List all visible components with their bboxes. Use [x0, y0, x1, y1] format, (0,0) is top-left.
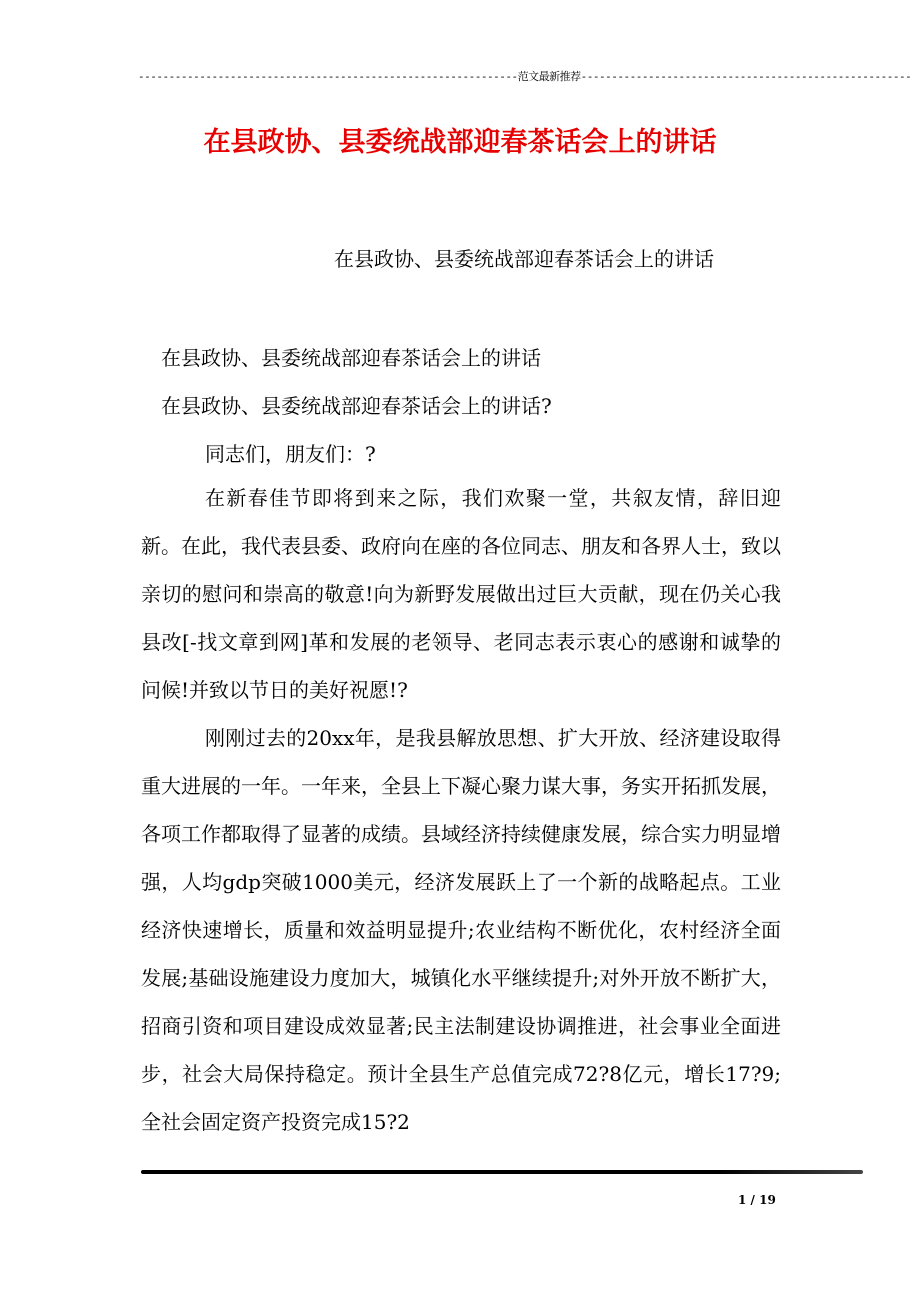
paragraph-2: 刚刚过去的20xx年，是我县解放思想、扩大开放、经济建设取得重大进展的一年。一年来，全县上下凝心聚力谋大事，务实开拓抓发展，各项工作都取得了显著的成绩。县域经济持续健康发展，综合实力明显增强，人均gdp突破1000美元，经济发展跃上了一个新的战略起点。工业经济快速增长，质量和效益明显提升;农业结构不断优化，农村经济全面发展;基础设施建设力度加大，城镇化水平继续提升;对外开放不断扩大，招商引资和项目建设成效显著;民主法制建设协调推进，社会事业全面进步，社会大局保持稳定。预计全县生产总值完成72?8亿元，增长17?9;全社会固定资产投资完成15?2: [141, 726, 781, 1134]
page-number: 1 / 19: [738, 1193, 776, 1207]
paragraph-1: 在新春佳节即将到来之际，我们欢聚一堂，共叙友情，辞旧迎新。在此，我代表县委、政府向在座的各位同志、朋友和各界人士，致以亲切的慰问和崇高的敬意!向为新野发展做出过巨大贡献，现在仍关心我县改[-找文章到网]革和发展的老领导、老同志表示衷心的感谢和诚挚的问候!并致以节日的美好祝愿!?: [141, 486, 781, 702]
document-title: 在县政协、县委统战部迎春茶话会上的讲话: [203, 127, 717, 158]
running-header: --------------------------------------------------------------范文最新推荐------------------------------------------------------: [138, 70, 912, 83]
footer-rule: [141, 1170, 863, 1174]
heading-line-2: 在县政协、县委统战部迎春茶话会上的讲话?: [161, 394, 552, 418]
greeting-line: 同志们，朋友们：?: [205, 442, 376, 466]
heading-line-1: 在县政协、县委统战部迎春茶话会上的讲话: [161, 346, 541, 370]
document-subtitle: 在县政协、县委统战部迎春茶话会上的讲话: [334, 247, 714, 271]
